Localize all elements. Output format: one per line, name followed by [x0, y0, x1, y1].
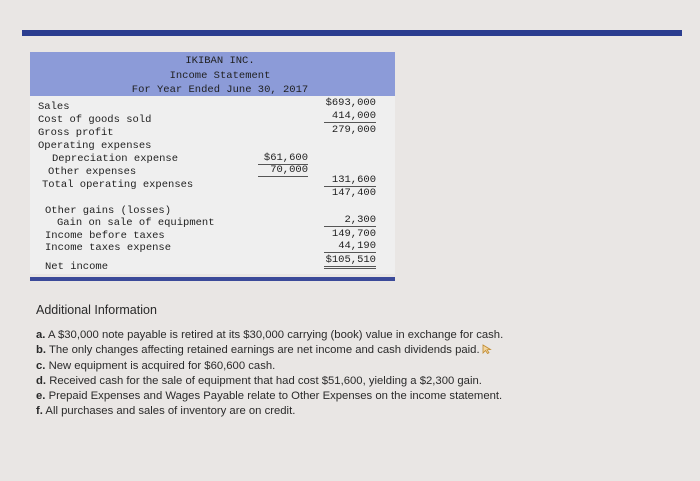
item-letter: f.	[36, 405, 43, 418]
depreciation-value: $61,600	[258, 152, 308, 165]
statement-title: Income Statement	[169, 70, 271, 82]
income-statement	[30, 52, 395, 274]
top-divider-bar	[22, 30, 682, 36]
item-letter: c.	[36, 359, 46, 372]
net-income-value: $105,510	[324, 254, 376, 269]
item-text: Prepaid Expenses and Wages Payable relate to Other Expenses on the income statement.	[48, 390, 503, 403]
item-text: Received cash for the sale of equipment that had cost $51,600, yielding a $2,300 gain.	[49, 374, 482, 387]
bottom-divider-bar	[30, 277, 395, 281]
sales-label: Sales	[38, 101, 70, 113]
item-text: The only changes affecting retained earnings are net income and cash dividends paid.	[48, 344, 480, 357]
other-expenses-label: Other expenses	[48, 166, 137, 178]
other-expenses-value: 70,000	[258, 164, 308, 177]
info-item-d	[36, 374, 676, 389]
item-text: A $30,000 note payable is retired at its $30,000 carrying (book) value in exchange for cash.	[47, 329, 504, 341]
pretax-label: Income before taxes	[45, 230, 165, 242]
item-letter: b.	[36, 344, 47, 357]
item-letter: d.	[36, 374, 47, 387]
additional-info-title: Additional Information	[36, 303, 157, 317]
operating-income-value: 147,400	[331, 187, 376, 199]
tax-label: Income taxes expense	[45, 242, 172, 254]
cogs-label: Cost of goods sold	[38, 114, 152, 126]
total-opex-label: Total operating expenses	[42, 179, 194, 191]
gross-profit-value: 279,000	[331, 124, 376, 136]
additional-information	[36, 303, 676, 420]
cursor-icon	[482, 344, 492, 354]
other-gains-label: Other gains (losses)	[45, 205, 172, 217]
tax-value: 44,190	[324, 240, 376, 253]
item-text: All purchases and sales of inventory are on credit.	[45, 405, 296, 418]
gross-profit-label: Gross profit	[38, 127, 114, 139]
total-opex-value: 131,600	[324, 174, 376, 187]
gain-sale-label: Gain on sale of equipment	[57, 217, 215, 229]
info-item-a	[36, 328, 676, 343]
sales-value: $693,000	[325, 97, 376, 109]
gain-sale-value: 2,300	[324, 214, 376, 227]
cogs-value: 414,000	[324, 110, 376, 123]
item-text: New equipment is acquired for $60,600 cash.	[48, 359, 276, 372]
pretax-value: 149,700	[331, 228, 376, 240]
item-letter: a.	[36, 329, 46, 341]
info-item-c	[36, 359, 676, 374]
company-name: IKIBAN INC.	[185, 55, 255, 67]
info-item-e	[36, 389, 676, 404]
info-item-f	[36, 404, 676, 419]
depreciation-label: Depreciation expense	[52, 153, 179, 165]
info-item-b	[36, 343, 676, 358]
net-income-label: Net income	[45, 261, 109, 273]
statement-period: For Year Ended June 30, 2017	[131, 84, 309, 96]
item-letter: e.	[36, 390, 46, 403]
operating-expenses-label: Operating expenses	[38, 140, 152, 152]
